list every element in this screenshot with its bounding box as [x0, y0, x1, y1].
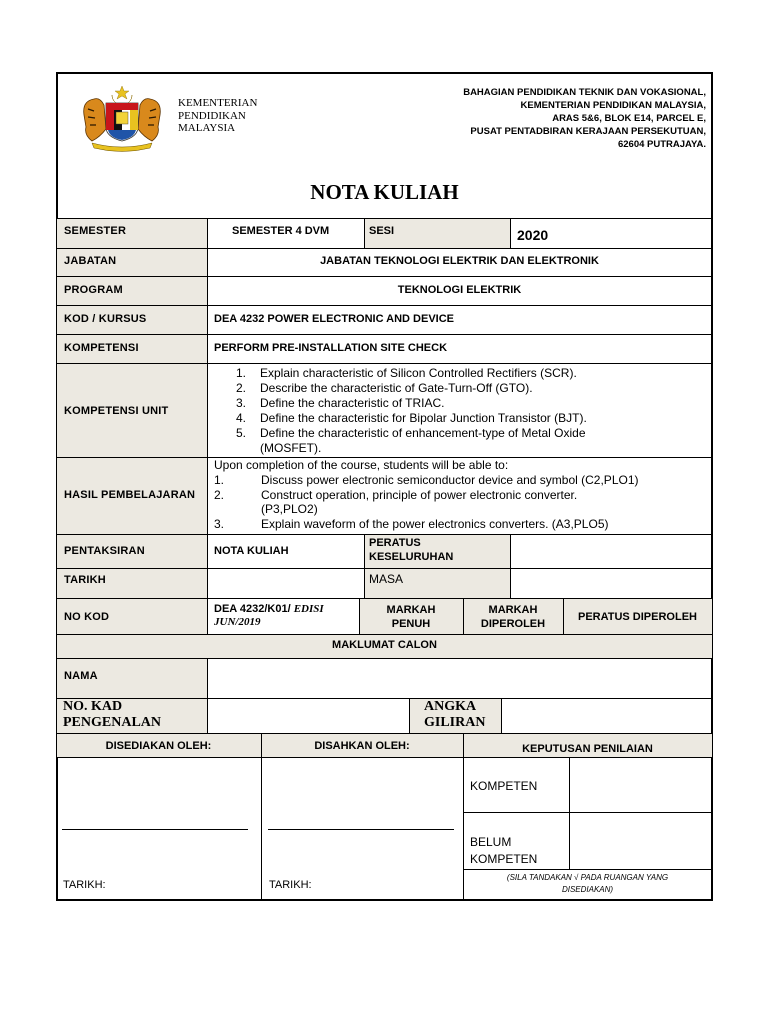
markah-diperoleh-label [463, 603, 563, 631]
program-label: PROGRAM [64, 284, 123, 296]
address-line: PUSAT PENTADBIRAN KERAJAAN PERSEKUTUAN, [470, 126, 706, 137]
kod-kursus-label: KOD / KURSUS [64, 313, 147, 325]
list-number: 5. [236, 426, 247, 440]
divider [261, 733, 262, 900]
belum-kompeten-checkbox[interactable] [570, 813, 712, 869]
semester-label: SEMESTER [64, 225, 127, 237]
tarikh-disahkan-label: TARIKH: [269, 879, 312, 891]
signature-line-disahkan [268, 829, 454, 830]
divider [56, 568, 713, 569]
signature-line-disediakan [62, 829, 248, 830]
list-text: Construct operation, principle of power electronic converter. [261, 487, 578, 502]
divider [364, 218, 365, 249]
tarikh-disediakan-label: TARIKH: [63, 879, 106, 891]
program-value: TEKNOLOGI ELEKTRIK [397, 284, 522, 296]
divider [56, 334, 713, 335]
divider [501, 698, 502, 733]
divider [56, 276, 713, 277]
note-line: (SILA TANDAKAN √ PADA RUANGAN YANG [506, 873, 669, 882]
kod-kursus-value: DEA 4232 POWER ELECTRONIC AND DEVICE [214, 313, 455, 325]
instruction-note [463, 872, 712, 896]
list-item [236, 381, 587, 396]
list-item [236, 366, 587, 381]
peratus-keseluruhan-label [369, 536, 453, 564]
address-line: KEMENTERIAN PENDIDIKAN MALAYSIA, [520, 100, 706, 111]
list-item [214, 517, 639, 532]
list-item-continuation: (MOSFET). [260, 441, 322, 455]
no-kad-pengenalan-label [63, 699, 161, 731]
list-text: Explain waveform of the power electronics converters. (A3,PLO5) [261, 517, 609, 532]
list-item [236, 396, 587, 411]
no-kod-line [214, 603, 324, 616]
markah-penuh-label [359, 603, 463, 631]
maklumat-calon-heading: MAKLUMAT CALON [332, 639, 437, 651]
divider [56, 218, 713, 219]
list-text: Discuss power electronic semiconductor device and symbol (C2,PLO1) [261, 472, 639, 487]
sesi-value: 2020 [517, 227, 549, 243]
list-number: 2. [236, 381, 247, 395]
divider [56, 598, 713, 599]
diperoleh-line: DIPEROLEH [480, 618, 546, 630]
belum-kompeten-option-label [470, 834, 537, 868]
nokad-line: NO. KAD [63, 699, 123, 714]
divider [56, 248, 713, 249]
disahkan-oleh-label: DISAHKAN OLEH: [314, 740, 410, 752]
list-number: 2. [214, 487, 225, 502]
list-text: Explain characteristic of Silicon Controlled Rectifiers (SCR). [260, 366, 577, 380]
no-kod-edisi: EDISI [293, 603, 324, 615]
divider [409, 698, 410, 733]
tarikh-label: TARIKH [64, 574, 106, 586]
list-text: Define the characteristic for Bipolar Junction Transistor (BJT). [260, 411, 587, 425]
kompeten-checkbox[interactable] [570, 758, 712, 812]
coat-of-arms-icon [78, 85, 166, 153]
divider [463, 869, 712, 870]
ministry-line: PENDIDIKAN [178, 109, 246, 122]
keputusan-penilaian-label: KEPUTUSAN PENILAIAN [522, 743, 653, 755]
pentaksiran-label: PENTAKSIRAN [64, 545, 145, 557]
hasil-pembelajaran-list [214, 458, 639, 532]
ministry-line: MALAYSIA [178, 122, 236, 134]
pentaksiran-value: NOTA KULIAH [214, 545, 289, 557]
hasil-pembelajaran-label: HASIL PEMBELAJARAN [64, 489, 196, 501]
divider [207, 218, 208, 634]
kompeten-option-label: KOMPETEN [470, 779, 538, 793]
no-kod-value [214, 603, 324, 629]
nama-label: NAMA [64, 670, 98, 682]
angka-line: ANGKA [424, 699, 477, 714]
list-number: 4. [236, 411, 247, 425]
address-block [463, 86, 706, 151]
markah-line: MARKAH [386, 604, 436, 616]
kompeten-line: KOMPETEN [470, 852, 538, 866]
list-text: Define the characteristic of TRIAC. [260, 396, 445, 410]
pengenalan-line: PENGENALAN [63, 715, 162, 730]
hasil-intro: Upon completion of the course, students will be able to: [214, 458, 509, 472]
divider [56, 363, 713, 364]
list-number: 1. [236, 366, 247, 380]
disediakan-oleh-label: DISEDIAKAN OLEH: [105, 740, 212, 752]
address-line: BAHAGIAN PENDIDIKAN TEKNIK DAN VOKASIONAL, [463, 87, 706, 98]
jabatan-label: JABATAN [64, 255, 117, 267]
list-number: 3. [236, 396, 247, 410]
jabatan-value: JABATAN TEKNOLOGI ELEKTRIK DAN ELEKTRONIK [320, 255, 599, 267]
list-text: Describe the characteristic of Gate-Turn-Off (GTO). [260, 381, 533, 395]
divider [510, 218, 511, 249]
list-item-continuation: (P3,PLO2) [261, 502, 318, 517]
address-line: 62604 PUTRAJAYA. [617, 139, 706, 150]
sesi-label: SESI [369, 225, 395, 237]
list-number: 3. [214, 517, 225, 532]
divider [56, 305, 713, 306]
address-line: ARAS 5&6, BLOK E14, PARCEL E, [552, 113, 706, 124]
no-kod-date: JUN/2019 [214, 616, 261, 628]
divider [56, 733, 713, 734]
kompetensi-unit-list [236, 366, 587, 456]
masa-label: MASA [369, 572, 404, 586]
kompetensi-value: PERFORM PRE-INSTALLATION SITE CHECK [214, 342, 448, 354]
peratus-diperoleh-label: PERATUS DIPEROLEH [578, 611, 697, 623]
page-title: NOTA KULIAH [310, 180, 459, 204]
divider [364, 534, 365, 598]
penuh-line: PENUH [391, 618, 431, 630]
note-line: DISEDIAKAN) [561, 885, 614, 894]
keseluruhan-line: KESELURUHAN [369, 551, 454, 563]
list-item [214, 488, 639, 503]
kompetensi-label: KOMPETENSI [64, 342, 139, 354]
divider [207, 658, 208, 733]
ministry-line: KEMENTERIAN [178, 97, 258, 109]
list-number: 1. [214, 472, 225, 487]
belum-line: BELUM [470, 835, 512, 849]
divider [56, 534, 713, 535]
angka-giliran-label [424, 699, 485, 731]
list-text: Define the characteristic of enhancement-type of Metal Oxide [260, 426, 586, 440]
list-item [236, 426, 587, 441]
ministry-name [178, 97, 257, 135]
divider [56, 634, 713, 635]
markah-line: MARKAH [488, 604, 538, 616]
peratus-line: PERATUS [369, 537, 421, 549]
giliran-line: GILIRAN [424, 715, 486, 730]
label-shade-pentaksiran [57, 534, 207, 598]
semester-value: SEMESTER 4 DVM [232, 225, 330, 237]
list-item [236, 411, 587, 426]
no-kod-label: NO KOD [64, 611, 110, 623]
no-kod-code: DEA 4232/K01/ [214, 603, 291, 615]
divider [510, 534, 511, 598]
kompetensi-unit-label: KOMPETENSI UNIT [64, 405, 169, 417]
list-item [214, 473, 639, 488]
divider [56, 658, 713, 659]
